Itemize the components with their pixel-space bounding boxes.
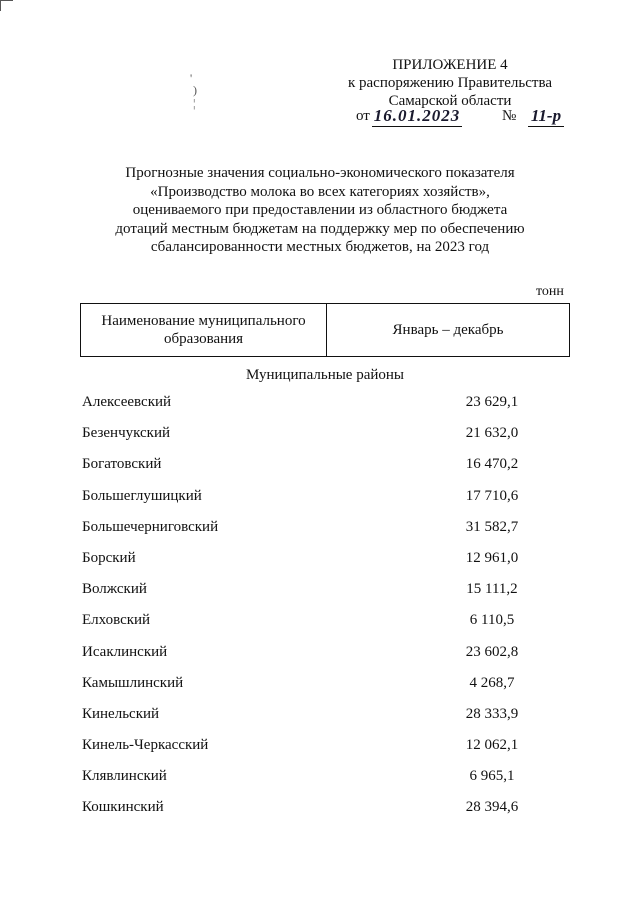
row-value: 31 582,7 xyxy=(465,518,519,535)
handwritten-date: 16.01.2023 xyxy=(373,106,461,125)
row-name: Исаклинский xyxy=(82,643,168,660)
table-row xyxy=(82,420,582,451)
row-name: Кошкинский xyxy=(82,799,164,816)
row-value: 16 470,2 xyxy=(465,456,519,473)
table-row xyxy=(82,576,582,607)
row-name: Алексеевский xyxy=(82,394,172,410)
row-name: Борский xyxy=(82,549,136,566)
table-row xyxy=(82,732,582,763)
heading-line: дотаций местным бюджетам на поддержку мер по обеспечению xyxy=(115,220,525,237)
row-value: 4 268,7 xyxy=(469,674,515,691)
heading-line: оцениваемого при предоставлении из областного бюджета xyxy=(132,202,508,218)
column-header-period: Январь – декабрь xyxy=(392,322,504,338)
table-row xyxy=(82,451,582,482)
appendix-header xyxy=(300,56,600,110)
appendix-line-1: к распоряжению Правительства xyxy=(347,75,552,91)
number-prefix: № xyxy=(502,108,517,124)
scan-speck: ) xyxy=(193,83,197,97)
heading-line: «Производство молока во всех категориях хозяйств», xyxy=(150,183,490,200)
table-row xyxy=(82,639,582,670)
document-heading xyxy=(70,164,570,257)
row-value: 15 111,2 xyxy=(466,581,518,598)
row-value: 23 602,8 xyxy=(465,643,519,660)
row-name: Большеглушицкий xyxy=(82,487,202,504)
handwritten-number: 11-р xyxy=(528,106,564,127)
table-row xyxy=(82,607,582,638)
table-row xyxy=(82,389,582,420)
row-name: Богатовский xyxy=(82,456,162,473)
row-value: 12 062,1 xyxy=(465,737,519,754)
appendix-line-2: Самарской области xyxy=(388,93,512,109)
row-value: 28 333,9 xyxy=(465,705,519,722)
row-name: Клявлинский xyxy=(82,768,167,785)
row-name: Елховский xyxy=(82,612,151,629)
row-value: 28 394,6 xyxy=(465,799,519,816)
table-row xyxy=(82,670,582,701)
table-row xyxy=(82,763,582,794)
table-row xyxy=(82,483,582,514)
table-row xyxy=(82,514,582,545)
section-title: Муниципальные районы xyxy=(245,367,405,383)
column-header-name: Наименование муниципального образования xyxy=(81,304,327,356)
scan-speck: ' xyxy=(190,71,193,85)
row-value: 6 965,1 xyxy=(469,768,515,785)
row-name: Кинельский xyxy=(82,705,160,722)
row-value: 17 710,6 xyxy=(465,487,519,504)
row-value: 12 961,0 xyxy=(465,549,519,566)
page-corner-mark xyxy=(0,0,13,11)
row-name: Большечерниговский xyxy=(82,518,219,535)
row-name: Кинель-Черкасский xyxy=(82,737,209,754)
table-body xyxy=(82,389,582,826)
date-prefix: от xyxy=(356,108,370,124)
table-row xyxy=(82,794,582,825)
unit-label: тонн xyxy=(536,284,564,299)
order-reference xyxy=(356,106,562,125)
table-row xyxy=(82,545,582,576)
appendix-title: ПРИЛОЖЕНИЕ 4 xyxy=(392,57,508,73)
heading-line: Прогнозные значения социально-экономического показателя xyxy=(125,165,515,181)
row-name: Безенчукский xyxy=(82,425,171,442)
row-name: Волжский xyxy=(82,581,147,598)
row-value: 23 629,1 xyxy=(465,394,519,410)
scan-speck: ¦ xyxy=(193,96,196,110)
row-value: 21 632,0 xyxy=(465,425,519,442)
table-header xyxy=(80,303,570,357)
table-row xyxy=(82,701,582,732)
row-name: Камышлинский xyxy=(82,674,184,691)
row-value: 6 110,5 xyxy=(469,612,515,629)
heading-line: сбалансированности местных бюджетов, на 2023 год xyxy=(150,239,490,255)
